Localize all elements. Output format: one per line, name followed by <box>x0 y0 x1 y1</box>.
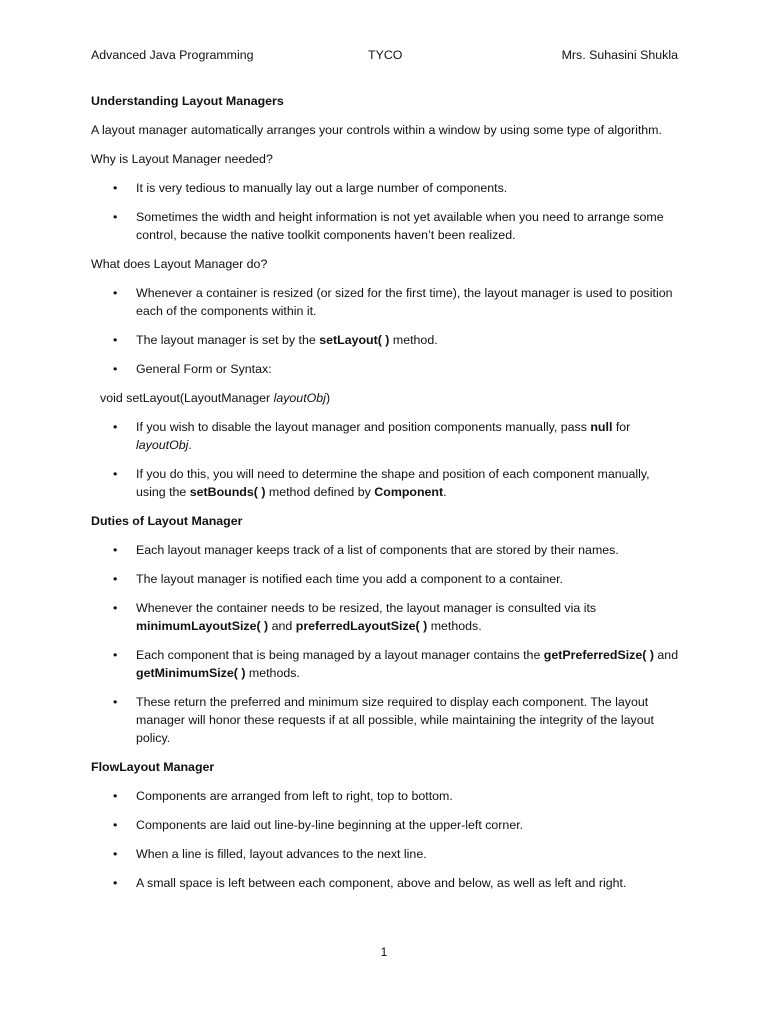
class-name: Component <box>374 485 444 499</box>
manual-list <box>91 418 681 501</box>
list-item <box>91 787 681 805</box>
bullet-icon: • <box>113 601 118 615</box>
header-course-title: Advanced Java Programming <box>91 48 254 62</box>
list-item-text: If you wish to disable the layout manager and position components manually, pass <box>136 420 591 434</box>
section-heading-flowlayout: FlowLayout Manager <box>91 760 215 774</box>
bullet-icon: • <box>113 789 118 803</box>
list-item <box>91 418 681 454</box>
list-item-text: When a line is filled, layout advances to the next line. <box>136 847 427 861</box>
bullet-icon: • <box>113 847 118 861</box>
bullet-icon: • <box>113 876 118 890</box>
document-body <box>91 92 681 903</box>
section-heading-understanding: Understanding Layout Managers <box>91 94 284 108</box>
list-item <box>91 179 681 197</box>
bullet-icon: • <box>113 543 118 557</box>
why-list <box>91 179 681 244</box>
list-item-text: and <box>268 619 296 633</box>
list-item-text: Each layout manager keeps track of a list of components that are stored by their names. <box>136 543 619 557</box>
method-name: setBounds( ) <box>189 485 266 499</box>
bullet-icon: • <box>113 210 118 224</box>
list-item-text: . <box>188 438 192 452</box>
bullet-icon: • <box>113 572 118 586</box>
syntax-text: ) <box>325 391 331 405</box>
flowlayout-list <box>91 787 681 892</box>
bullet-icon: • <box>113 467 118 481</box>
list-item <box>91 599 681 635</box>
page-header <box>91 46 678 64</box>
list-item <box>91 874 681 892</box>
list-item-text: Components are laid out line-by-line beginning at the upper-left corner. <box>136 818 524 832</box>
intro-paragraph: A layout manager automatically arranges your controls within a window by using some type of algorithm. <box>91 123 662 137</box>
list-item <box>91 816 681 834</box>
list-item <box>91 360 681 378</box>
what-list <box>91 284 681 378</box>
list-item <box>91 570 681 588</box>
keyword-null: null <box>590 420 613 434</box>
bullet-icon: • <box>113 333 118 347</box>
bullet-icon: • <box>113 362 118 376</box>
list-item-text: and <box>653 648 679 662</box>
list-item <box>91 845 681 863</box>
page-number: 1 <box>380 945 388 959</box>
section-heading-duties: Duties of Layout Manager <box>91 514 243 528</box>
list-item-text: method. <box>389 333 438 347</box>
method-name: getPreferredSize( ) <box>543 648 654 662</box>
page-footer <box>0 943 768 961</box>
header-author: Mrs. Suhasini Shukla <box>561 48 678 62</box>
param-name: layoutObj <box>136 438 189 452</box>
list-item-text: If you do this, you will need to determine the shape and position of each component manually, using the <box>136 467 650 499</box>
list-item <box>91 646 681 682</box>
list-item-text: methods. <box>427 619 482 633</box>
list-item <box>91 331 681 349</box>
list-item-text: These return the preferred and minimum size required to display each component. The layout manager will honor these requests if at all possible, while maintaining the integrity of the layout policy. <box>136 695 654 745</box>
syntax-line <box>91 389 681 407</box>
list-item-text: methods. <box>245 666 300 680</box>
method-name: preferredLayoutSize( ) <box>295 619 428 633</box>
duties-list <box>91 541 681 747</box>
list-item-text: Whenever a container is resized (or sized for the first time), the layout manager is used to position each of the components within it. <box>136 286 673 318</box>
header-class: TYCO <box>368 48 403 62</box>
list-item-text: General Form or Syntax: <box>136 362 272 376</box>
list-item-text: for <box>612 420 631 434</box>
list-item <box>91 541 681 559</box>
bullet-icon: • <box>113 420 118 434</box>
list-item-text: method defined by <box>265 485 375 499</box>
bullet-icon: • <box>113 695 118 709</box>
list-item-text: Whenever the container needs to be resized, the layout manager is consulted via its <box>136 601 597 615</box>
syntax-text: void setLayout(LayoutManager <box>100 391 274 405</box>
bullet-icon: • <box>113 648 118 662</box>
list-item-text: A small space is left between each component, above and below, as well as left and right. <box>136 876 627 890</box>
list-item <box>91 465 681 501</box>
list-item <box>91 693 681 747</box>
bullet-icon: • <box>113 818 118 832</box>
list-item <box>91 208 681 244</box>
list-item <box>91 284 681 320</box>
list-item-text: Sometimes the width and height information is not yet available when you need to arrange some control, because the native toolkit components haven’t been realized. <box>136 210 664 242</box>
method-name: getMinimumSize( ) <box>136 666 246 680</box>
method-name: minimumLayoutSize( ) <box>136 619 269 633</box>
syntax-param: layoutObj <box>273 391 326 405</box>
list-item-text: Components are arranged from left to right, top to bottom. <box>136 789 453 803</box>
list-item-text: It is very tedious to manually lay out a large number of components. <box>136 181 508 195</box>
list-item-text: The layout manager is set by the <box>136 333 320 347</box>
method-name: setLayout( ) <box>319 333 390 347</box>
list-item-text: Each component that is being managed by a layout manager contains the <box>136 648 544 662</box>
bullet-icon: • <box>113 181 118 195</box>
list-item-text: . <box>443 485 447 499</box>
list-item-text: The layout manager is notified each time you add a component to a container. <box>136 572 564 586</box>
why-question: Why is Layout Manager needed? <box>91 152 273 166</box>
bullet-icon: • <box>113 286 118 300</box>
what-question: What does Layout Manager do? <box>91 257 268 271</box>
